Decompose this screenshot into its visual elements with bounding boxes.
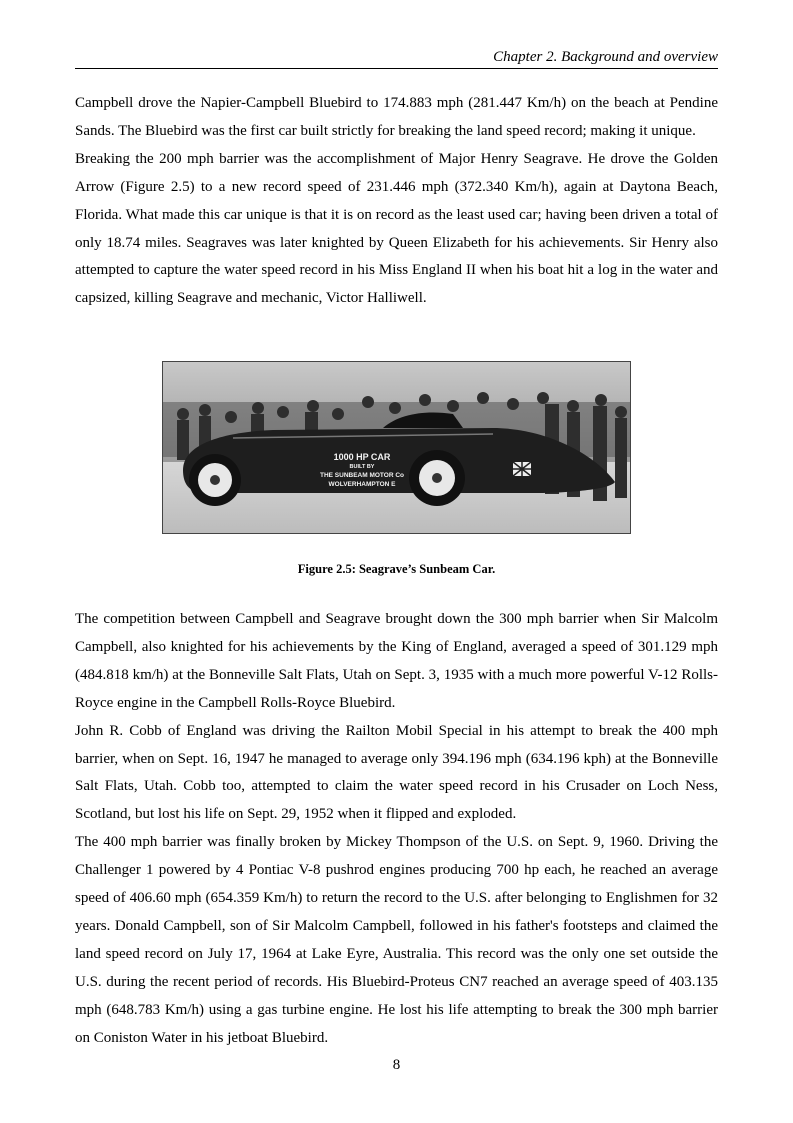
body-text-top [75, 90, 718, 313]
paragraph: The 400 mph barrier was finally broken by Mickey Thompson of the U.S. on Sept. 9, 1960. Driving the Challenger 1 powered by 4 Pontiac V-8 pushrod engines producing 700 hp each, he reached an average speed of 406.60 mph (654.359 Km/h) to return the record to the U.S. after belonging to Englishmen for 32 years. Donald Campbell, son of Sir Malcolm Campbell, followed in his father's footsteps and claimed the land speed record on July 17, 1964 at Lake Eyre, Australia. This record was the only one set outside the U.S. during the recent period of records. His Bluebird-Proteus CN7 reached an average speed of 403.135 mph (648.783 Km/h) using a gas turbine engine. He lost his life attempting to break the 300 mph barrier on Coniston Water in his jetboat Bluebird. [75, 834, 718, 1046]
page-number: 8 [392, 1057, 401, 1073]
paragraph: Campbell drove the Napier-Campbell Bluebird to 174.883 mph (281.447 Km/h) on the beach at Pendine Sands. The Bluebird was the first car built strictly for breaking the land speed record; making it unique. [75, 95, 718, 139]
paragraph: John R. Cobb of England was driving the Railton Mobil Special in his attempt to break the 400 mph barrier, when on Sept. 16, 1947 he managed to average only 394.196 mph (634.196 kph) at the Bonneville Salt Flats, Utah. Cobb too, attempted to claim the water speed record in his Crusader on Loch Ness, Scotland, but lost his life on Sept. 29, 1952 when it flipped and exploded. [75, 722, 718, 823]
running-header-title: Chapter 2. Background and overview [493, 49, 718, 65]
body-text-bottom [75, 606, 718, 1053]
car-lettering-line: BUILT BY [349, 464, 375, 470]
sunbeam-car-photo [163, 362, 630, 533]
paragraph: The competition between Campbell and Seagrave brought down the 300 mph barrier when Sir Malcolm Campbell, also knighted for his achievements by the King of England, averaged a speed of 301.129 mph (484.818 km/h) at the Bonneville Salt Flats, Utah on Sept. 3, 1935 with a much more powerful V-12 Rolls-Royce engine in the Campbell Rolls-Royce Bluebird. [75, 611, 718, 711]
figure-caption: Figure 2.5: Seagrave’s Sunbeam Car. [297, 562, 496, 576]
running-header [75, 48, 718, 69]
car-lettering-line: 1000 HP CAR [333, 452, 391, 462]
car-lettering-line: WOLVERHAMPTON E [328, 481, 396, 488]
paragraph: Breaking the 200 mph barrier was the accomplishment of Major Henry Seagrave. He drove the Golden Arrow (Figure 2.5) to a new record speed of 231.446 mph (372.340 Km/h), again at Daytona Beach, Florida. What made this car unique is that it is on record as the least used car; having been driven a total of only 18.74 miles. Seagraves was later knighted by Queen Elizabeth for his achievements. Sir Henry also attempted to capture the water speed record in his Miss England II when his boat hit a log in the water and capsized, killing Seagrave and mechanic, Victor Halliwell. [75, 150, 718, 307]
car-lettering-line: THE SUNBEAM MOTOR Co [319, 472, 405, 479]
figure-photo [162, 361, 631, 534]
